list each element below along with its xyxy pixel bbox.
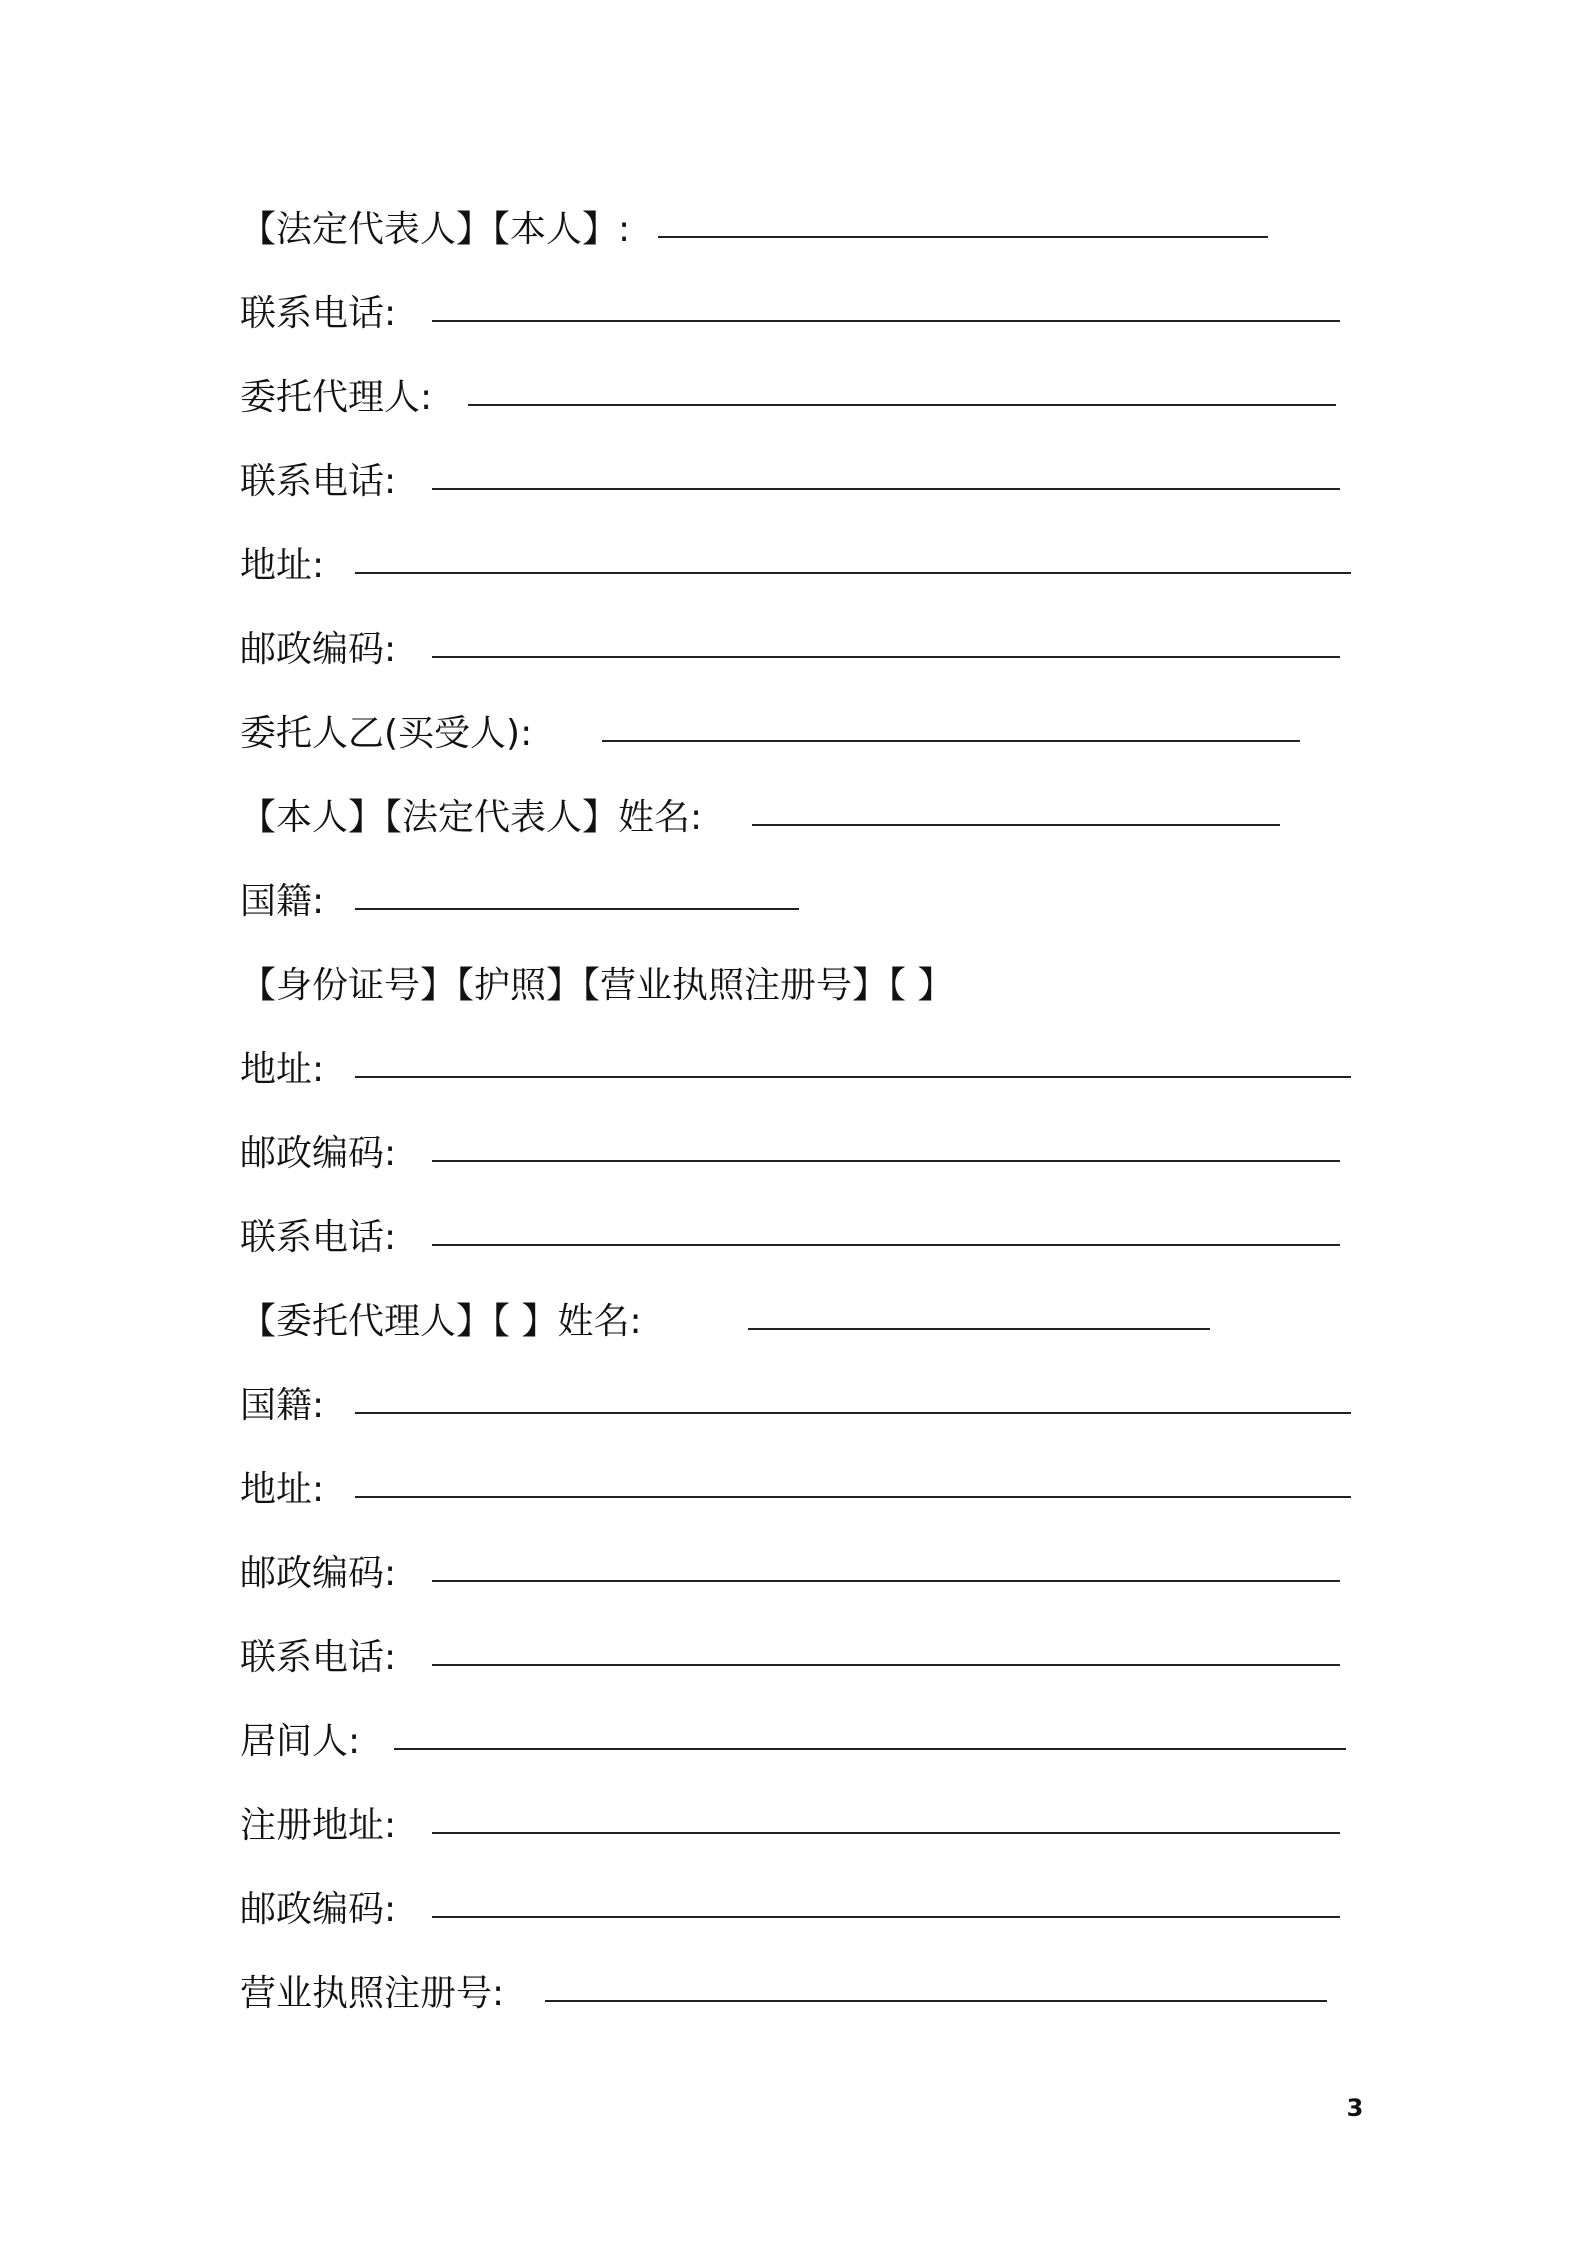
field-label: 邮政编码: <box>240 629 397 670</box>
field-label: 地址: <box>240 545 325 586</box>
blank-line <box>602 740 1300 742</box>
blank-line <box>355 1076 1351 1078</box>
field-label: 【委托代理人】【 】姓名: <box>240 1301 642 1342</box>
blank-line <box>432 1580 1340 1582</box>
field-label: 【本人】【法定代表人】姓名: <box>240 797 703 838</box>
blank-line <box>432 1160 1340 1162</box>
field-label: 【法定代表人】【本人】: <box>240 209 631 250</box>
field-label: 联系电话: <box>240 1637 397 1678</box>
blank-line <box>748 1328 1210 1330</box>
field-label: 邮政编码: <box>240 1889 397 1930</box>
field-label: 联系电话: <box>240 293 397 334</box>
blank-line <box>658 236 1268 238</box>
field-label: 国籍: <box>240 1385 325 1426</box>
blank-line <box>432 656 1340 658</box>
blank-line <box>355 1412 1351 1414</box>
field-label: 委托人乙(买受人): <box>240 713 533 754</box>
field-label: 委托代理人: <box>240 377 433 418</box>
blank-line <box>394 1748 1346 1750</box>
blank-line <box>432 1664 1340 1666</box>
field-label: 邮政编码: <box>240 1553 397 1594</box>
blank-line <box>432 1832 1340 1834</box>
blank-line <box>432 320 1340 322</box>
field-label: 营业执照注册号: <box>240 1973 505 2014</box>
blank-line <box>355 572 1351 574</box>
blank-line <box>432 488 1340 490</box>
field-label: 邮政编码: <box>240 1133 397 1174</box>
field-label: 【身份证号】【护照】【营业执照注册号】【 】 <box>240 965 954 1006</box>
blank-line <box>545 2000 1327 2002</box>
field-label: 居间人: <box>240 1721 361 1762</box>
field-label: 国籍: <box>240 881 325 922</box>
page-number: 3 <box>1346 2094 1364 2122</box>
blank-line <box>432 1916 1340 1918</box>
field-label: 地址: <box>240 1469 325 1510</box>
blank-line <box>355 908 799 910</box>
field-label: 注册地址: <box>240 1805 397 1846</box>
blank-line <box>355 1496 1351 1498</box>
blank-line <box>432 1244 1340 1246</box>
field-label: 联系电话: <box>240 1217 397 1258</box>
field-label: 联系电话: <box>240 461 397 502</box>
blank-line <box>752 824 1280 826</box>
field-label: 地址: <box>240 1049 325 1090</box>
blank-line <box>468 404 1336 406</box>
